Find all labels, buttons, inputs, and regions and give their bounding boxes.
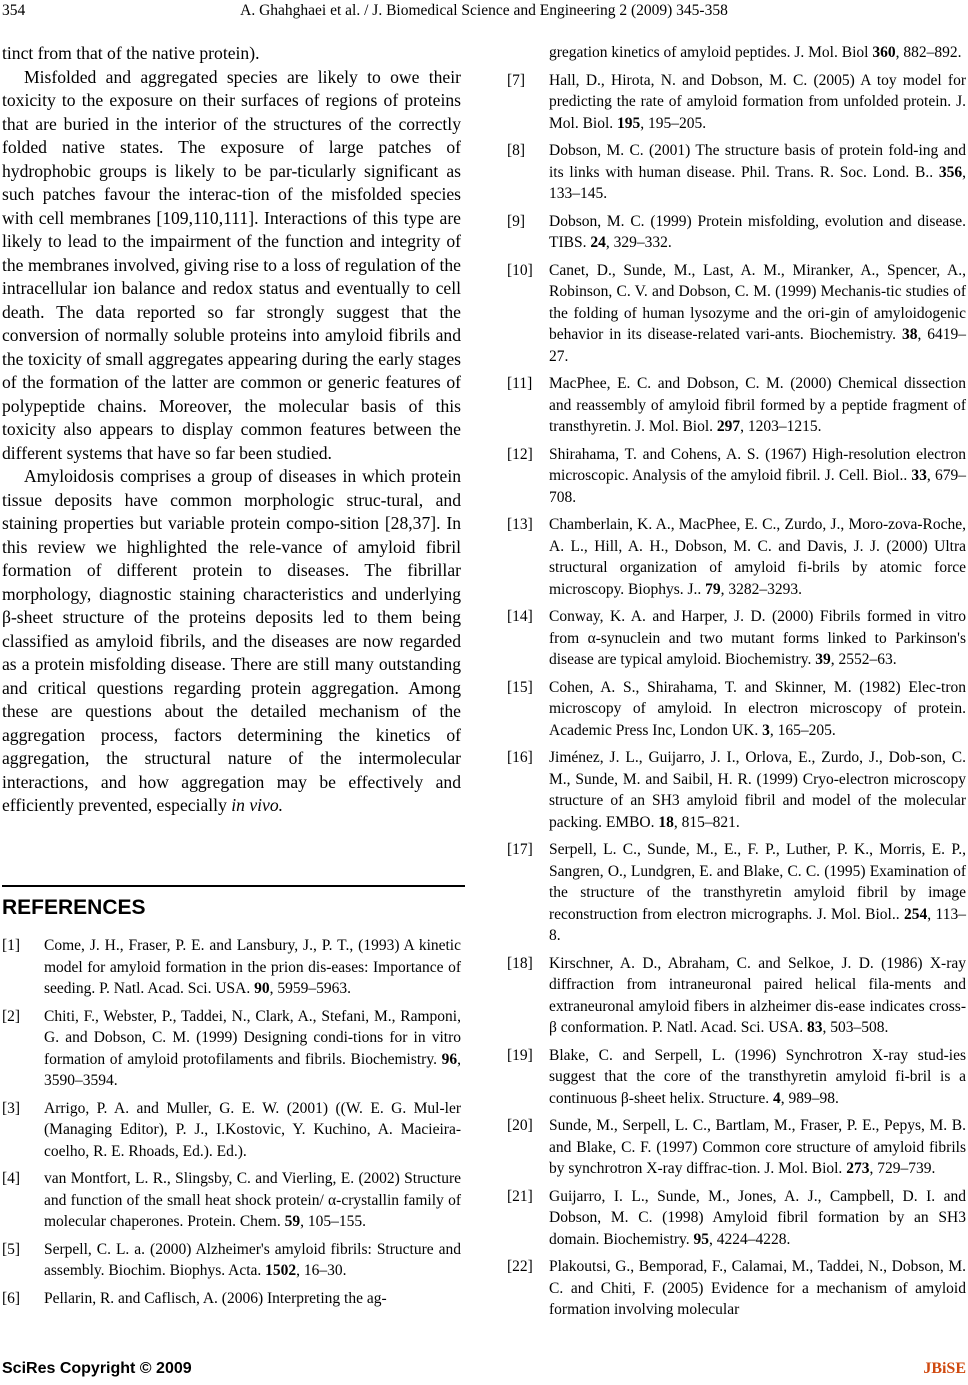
reference-text: gregation kinetics of amyloid peptides. J. Mol. Biol (549, 44, 873, 61)
reference-volume: 79 (705, 580, 721, 598)
reference-text: Blake, C. and Serpell, L. (1996) Synchrotron X-ray stud-ies suggest that the core of the transthyretin amyloid fi-bril is a continuous β-sheet helix. Structure. (549, 1046, 966, 1107)
reference-list-left (2, 935, 461, 1315)
references-heading: REFERENCES (2, 896, 146, 919)
reference-pages: , 165–205. (769, 721, 836, 739)
reference-pages: , 6419–27. (549, 326, 966, 365)
reference-number: [16] (507, 749, 533, 766)
reference-list-right (507, 42, 966, 1327)
reference-text: Shirahama, T. and Cohens, A. S. (1967) High-resolution electron microscopic. Analysis of the amyloid fibril. J. Cell. Biol.. (549, 445, 966, 484)
reference-pages: , 133–145. (549, 163, 966, 202)
reference-item (507, 514, 966, 600)
reference-pages: , 4224–4228. (709, 1230, 791, 1248)
reference-pages: , 329–332. (605, 234, 672, 251)
reference-volume: 38 (901, 326, 918, 343)
reference-item (2, 1239, 461, 1282)
reference-pages: , 1203–1215. (740, 418, 822, 435)
reference-volume: 297 (716, 418, 741, 435)
reference-number: [8] (507, 142, 526, 159)
reference-volume: 39 (815, 651, 831, 668)
reference-item (507, 1115, 966, 1180)
copyright-notice: SciRes Copyright © 2009 (2, 1360, 192, 1377)
reference-pages: , 3590–3594. (44, 1050, 461, 1089)
reference-volume: 4 (772, 1089, 781, 1107)
reference-text: Hall, D., Hirota, N. and Dobson, M. C. (2005) A toy model for predicting the rate of amyloid formation from unfolded protein. J. Mol. Biol. (549, 71, 966, 132)
reference-item (507, 140, 966, 205)
reference-volume: 1502 (265, 1262, 297, 1279)
reference-volume: 273 (846, 1160, 870, 1177)
reference-volume: 356 (938, 163, 963, 181)
reference-text: Sunde, M., Serpell, L. C., Bartlam, M., Fraser, P. E., Pepys, M. B. and Blake, C. F. (1997) Common core structure of amyloid fibrils by synchrotron X-ray diffrac-tion. J. Mol. Biol. (549, 1117, 966, 1177)
body-paragraph: Misfolded and aggregated species are likely to owe their toxicity to the exposure on their surfaces of regions of proteins that are buried in the interior of the structures of the correctly folded native states. The exposure of large patches of hydrophobic groups is likely to be par-ticularly significant as such patches favour the interac-tion of the misfolded species with cell membranes [109,110,111]. Interactions of this type are likely to lead to the impairment of the function and integrity of the membranes involved, giving rise to a loss of regulation of the intracellular ion balance and redox status and eventually to cell death. The data reported so far strongly suggest that the conversion of normally soluble proteins into amyloid fibrils and the toxicity of small aggregates appearing during the early stages of the formation of the latter are common or generic features of polypeptide chains. Moreover, the molecular basis of this toxicity also appears to display common features between the different systems that have so far been studied. (2, 66, 461, 463)
reference-pages: , 105–155. (300, 1213, 366, 1230)
body-paragraph: Amyloidosis comprises a group of diseases in which protein tissue deposits have common morphologic struc-tural, and staining properties but variable protein compo-sition [28,37]. In this review we highlighted the rele-vance of amyloid fibril formation of different protein to diseases. The fibrillar morphology, diagnostic staining characteristics and underlying β-sheet structure of the proteins deposits led to them being classified as amyloid fibrils, and the diseases are now regarded as a protein misfolding disease. There are still many outstanding and critical questions regarding protein aggregation. Among these are questions about the detailed mechanism of the aggregation process, factors determining the kinetics of aggregation, the structural nature of the intermolecular interactions, and how aggregation may be effectively and efficiently prevented, especially in vivo. (2, 466, 461, 815)
reference-text: Serpell, L. C., Sunde, M., E., F. P., Luther, P. K., Morris, E. P., Sangren, O., Lundgren, E. and Blake, C. C. (1995) Examination of the structure of the transthyretin amyloid fibril by image reconstruction from electron micrographs. J. Mol. Biol.. (549, 841, 966, 923)
reference-item (507, 953, 966, 1039)
reference-number: [4] (2, 1170, 21, 1187)
reference-volume: 59 (284, 1213, 301, 1230)
reference-volume: 360 (872, 44, 896, 61)
reference-text: Conway, K. A. and Harper, J. D. (2000) Fibrils formed in vitro from α-synuclein and two mutant forms linked to Parkinson's disease are typical amyloid. Biochemistry. (549, 608, 966, 668)
reference-number: [18] (507, 954, 533, 972)
reference-number: [20] (507, 1117, 533, 1134)
reference-number: [11] (507, 375, 533, 392)
reference-volume: 95 (693, 1230, 710, 1248)
reference-pages: , 882–892. (895, 44, 962, 61)
reference-volume: 83 (807, 1019, 823, 1036)
reference-item (507, 747, 966, 833)
reference-number: [9] (507, 212, 526, 230)
reference-text: Dobson, M. C. (1999) Protein misfolding, evolution and disease. TIBS. (549, 212, 966, 251)
reference-pages: , 503–508. (822, 1019, 889, 1036)
reference-volume: 24 (590, 234, 606, 251)
reference-volume: 195 (617, 114, 641, 132)
reference-pages: , 16–30. (296, 1262, 347, 1279)
reference-item (507, 1256, 966, 1321)
reference-item (507, 839, 966, 947)
reference-item (2, 1168, 461, 1233)
reference-number: [17] (507, 841, 533, 858)
reference-number: [22] (507, 1258, 533, 1275)
reference-item (507, 1186, 966, 1251)
page-header (0, 0, 968, 24)
reference-pages: , 113–8. (549, 905, 966, 944)
reference-number: [14] (507, 608, 533, 625)
page-footer (0, 1360, 968, 1384)
reference-pages: , 679–708. (549, 467, 966, 506)
reference-text: Guijarro, I. L., Sunde, M., Jones, A. J., Campbell, D. I. and Dobson, M. C. (1998) Amyloid fibril formation by an SH3 domain. Biochemistry. (549, 1187, 966, 1248)
reference-text: Dobson, M. C. (2001) The structure basis of protein fold-ing and its links with human disease. Phil. Trans. R. Soc. Lond. B.. (549, 142, 966, 181)
reference-pages: , 195–205. (640, 114, 707, 132)
reference-volume: 3 (762, 721, 770, 739)
reference-item (507, 373, 966, 438)
body-paragraph: tinct from that of the native protein). (2, 43, 260, 63)
reference-text: Kirschner, A. D., Abraham, C. and Selkoe, J. D. (1986) X-ray diffraction from intraneuronal paired helical fila-ments and extraneuronal amyloid fibers in alzheimer dis-ease indicates cross-β conformation. P. Natl. Acad. Sci. USA. (549, 954, 966, 1036)
reference-text: Pellarin, R. and Caflisch, A. (2006) Interpreting the ag- (44, 1289, 387, 1307)
reference-item (507, 42, 966, 64)
reference-pages: , 2552–63. (830, 651, 897, 668)
reference-text: Cohen, A. S., Shirahama, T. and Skinner, M. (1982) Elec-tron microscopy of amyloid. In electron microscopy of protein. Academic Press Inc, London UK. (549, 678, 966, 739)
reference-number: [21] (507, 1187, 533, 1205)
reference-item (2, 1288, 461, 1310)
reference-number: [13] (507, 516, 533, 533)
reference-number: [10] (507, 261, 533, 279)
reference-item (507, 606, 966, 671)
reference-text: van Montfort, L. R., Slingsby, C. and Vierling, E. (2002) Structure and function of the small heat shock protein/ α-crystallin family of molecular chaperones. Protein. Chem. (44, 1170, 461, 1230)
reference-number: [15] (507, 678, 533, 696)
reference-item (507, 444, 966, 509)
reference-item (2, 1006, 461, 1092)
reference-item (507, 260, 966, 368)
reference-item (507, 70, 966, 135)
body-text-column (2, 42, 461, 818)
page-number: 354 (2, 2, 26, 19)
journal-logo-text: JBiSE (923, 1360, 966, 1377)
reference-pages: , 815–821. (673, 813, 740, 831)
reference-volume: 18 (658, 813, 674, 831)
reference-pages: , 989–98. (780, 1089, 839, 1107)
reference-text: Chiti, F., Webster, P., Taddei, N., Clark, A., Stefani, M., Ramponi, G. and Dobson, C. M. (1999) Designing condi-tions for in vitro formation of amyloid protofilaments and fibrils. Biochemistry. (44, 1007, 461, 1068)
reference-text: Jiménez, J. L., Guijarro, J. I., Orlova, E., Zurdo, J., Dob-son, C. M., Sunde, M. and Saibil, H. R. (1999) Cryo-electron microscopy structure of an SH3 amyloid fibril and model of the molecular packing. EMBO. (549, 749, 966, 831)
reference-number: [3] (2, 1099, 21, 1117)
reference-number: [2] (2, 1007, 21, 1025)
reference-volume: 90 (254, 980, 270, 997)
reference-item (507, 677, 966, 742)
reference-item (507, 211, 966, 254)
reference-number: [19] (507, 1046, 533, 1064)
reference-text: Come, J. H., Fraser, P. E. and Lansbury, J., P. T., (1993) A kinetic model for amyloid formation in the prion dis-eases: Importance of seeding. P. Natl. Acad. Sci. USA. (44, 937, 461, 997)
reference-number: [7] (507, 71, 526, 89)
section-divider (2, 885, 465, 887)
reference-text: Plakoutsi, G., Bemporad, F., Calamai, M., Taddei, N., Dobson, M. C. and Chiti, F. (2005) Evidence for a mechanism of amyloid formation involving molecular (549, 1258, 966, 1318)
reference-number: [1] (2, 937, 21, 954)
reference-text: Serpell, C. L. a. (2000) Alzheimer's amyloid fibrils: Structure and assembly. Biochim. Biophys. Acta. (44, 1240, 461, 1279)
reference-text: Arrigo, P. A. and Muller, G. E. W. (2001) ((W. E. G. Mul-ler (Managing Editor), P. J., I.Kostovic, Y. Kuchino, A. Macieira-coelho, R. E. Rhoads, Ed.). Ed.). (44, 1099, 461, 1160)
reference-text: MacPhee, E. C. and Dobson, C. M. (2000) Chemical dissection and reassembly of amyloid fibril formed by a peptide fragment of transthyretin. J. Mol. Biol. (549, 375, 966, 435)
reference-number: [5] (2, 1240, 21, 1258)
reference-volume: 33 (911, 467, 927, 484)
reference-item (2, 1098, 461, 1163)
reference-item (507, 1045, 966, 1110)
reference-number: [6] (2, 1289, 21, 1307)
reference-item (2, 935, 461, 1000)
reference-volume: 96 (441, 1050, 458, 1068)
reference-volume: 254 (904, 905, 928, 923)
reference-pages: , 5959–5963. (269, 980, 351, 997)
italic-term: in vivo. (231, 795, 284, 815)
reference-text: Chamberlain, K. A., MacPhee, E. C., Zurdo, J., Moro-zova-Roche, A. L., Hill, A. H., Dobson, M. C. and Davis, J. J. (2000) Ultra structural organization of amyloid fi-brils by atomic force microscopy. Biophys. J.. (549, 516, 966, 598)
running-title: A. Ghahghaei et al. / J. Biomedical Science and Engineering 2 (2009) 345-358 (240, 2, 728, 19)
reference-text: Canet, D., Sunde, M., Last, A. M., Miranker, A., Spencer, A., Robinson, C. V. and Dobson, C. M. (1999) Mechanis-tic studies of the folding of human lysozyme and the ori-gin of amyloidogenic behavior in its disease-related vari-ants. Biochemistry. (549, 261, 966, 343)
reference-number: [12] (507, 445, 533, 463)
reference-pages: , 3282–3293. (720, 580, 803, 598)
reference-pages: , 729–739. (869, 1160, 936, 1177)
